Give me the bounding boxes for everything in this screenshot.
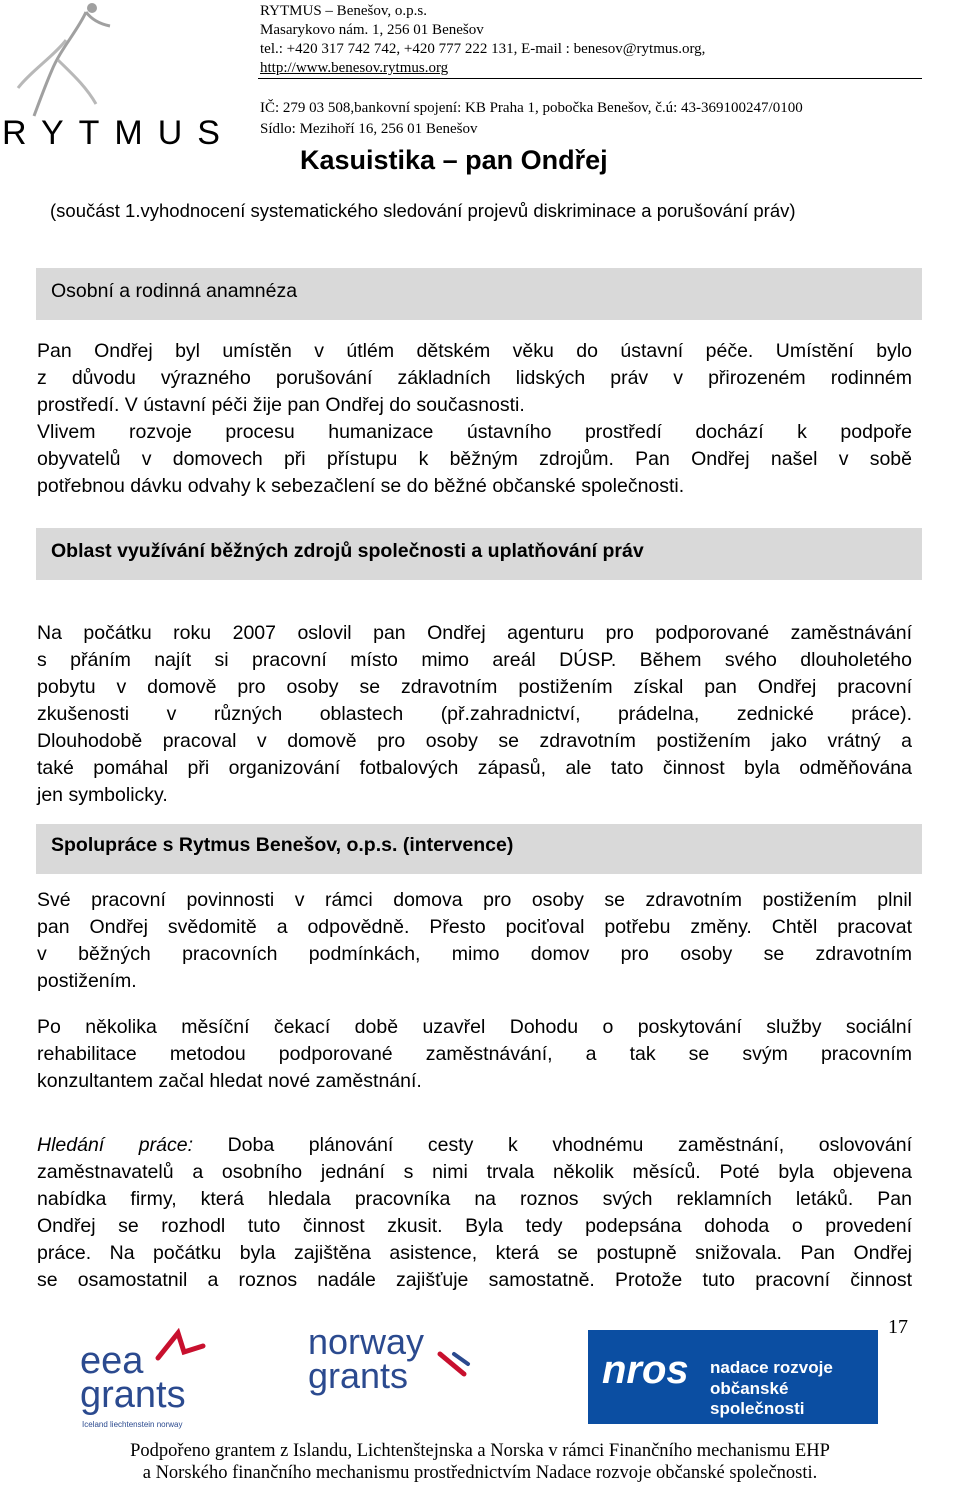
header-divider: [258, 78, 922, 79]
page-subtitle: (součást 1.vyhodnocení systematického sledování projevů diskriminace a porušování práv): [50, 200, 796, 221]
text-line: Vlivem rozvoje procesu humanizace ústavního prostředí dochází k podpoře: [37, 421, 912, 443]
text-line: Na počátku roku 2007 oslovil pan Ondřej agenturu pro podporované zaměstnávání: [37, 622, 912, 644]
section-heading-text: Oblast využívání běžných zdrojů společnosti a uplatňování práv: [51, 540, 644, 562]
text-line: také pomáhal při organizování fotbalových zápasů, ale tato činnost byla odměňována: [37, 757, 912, 779]
text-line: s přáním najít si pracovní místo mimo areál DÚSP. Během svého dlouholetého: [37, 649, 912, 671]
text-line: jen symbolicky.: [37, 784, 168, 806]
text-line: pan Ondřej svědomitě a odpovědně. Přesto pociťoval potřebu změny. Chtěl pracovat: [37, 916, 912, 938]
nros-mark: nros: [602, 1348, 689, 1392]
text-line: práce. Na počátku byla zajištěna asistence, která se postupně snižovala. Pan Ondřej: [37, 1242, 912, 1264]
section-heading-spoluprace: [36, 824, 922, 874]
nros-logo: [588, 1330, 878, 1424]
text-line: postižením.: [37, 970, 137, 992]
text-line: v běžných pracovních podmínkách, mimo domov pro osoby se zdravotním: [37, 943, 912, 965]
section-heading-zdroje: [36, 528, 922, 580]
text-line: prostředí. V ústavní péči žije pan Ondřej do současnosti.: [37, 394, 525, 416]
text-line: nabídka firmy, která hledala pracovníka na roznos svých reklamních letáků. Pan: [37, 1188, 912, 1210]
text-line: Ondřej se rozhodl tuto činnost zkusit. Byla tedy podepsána dohoda o provedení: [37, 1215, 912, 1237]
paragraph-hledani-prace: [37, 1132, 912, 1294]
section-heading-text: Osobní a rodinná anamnéza: [51, 280, 298, 302]
nros-line-1: nadace rozvoje: [710, 1358, 833, 1377]
norway-grants-logo: [306, 1320, 476, 1400]
eea-small-text: Iceland liechtenstein norway: [82, 1420, 183, 1429]
italic-lead: Hledání práce:: [37, 1134, 193, 1156]
org-seat: Sídlo: Mezihoří 16, 256 01 Benešov: [260, 121, 478, 137]
org-registration-block: [260, 98, 803, 140]
org-address: Masarykovo nám. 1, 256 01 Benešov: [260, 22, 484, 38]
org-website-link[interactable]: http://www.benesov.rytmus.org: [260, 60, 449, 76]
page-title: Kasuistika – pan Ondřej: [300, 145, 608, 175]
paragraph-anamneza: [37, 338, 912, 500]
norway-flag-mark-icon: [434, 1350, 474, 1380]
text-line: se osamostatnil a roznos nadále zajišťuje samostatně. Protože tuto pracovní činnost: [37, 1269, 912, 1291]
text-line: potřebnou dávku odvahy k sebezačlení se do běžné občanské společnosti.: [37, 475, 685, 497]
text-line: z důvodu výrazného porušování základních lidských práv v přirozeném rodinném: [37, 367, 912, 389]
dancer-figure-icon: [0, 0, 230, 120]
text-line: Pan Ondřej byl umístěn v útlém dětském věku do ústavní péče. Umístění bylo: [37, 340, 912, 362]
footer-funding-note: [0, 1440, 960, 1484]
footer-line-2: a Norského finančního mechanismu prostřednictvím Nadace rozvoje občanské společnosti.: [142, 1463, 818, 1483]
norway-text: norway: [308, 1321, 425, 1362]
eea-star-icon: [148, 1328, 208, 1368]
text-line: pobytu v domově pro osoby se zdravotním postižením získal pan Ondřej pracovní: [37, 676, 912, 698]
text-line: [37, 1132, 912, 1159]
paragraph-spoluprace-2: [37, 1014, 912, 1095]
section-heading-anamneza: [36, 268, 922, 320]
text-line: rehabilitace metodou podporované zaměstnávání, a tak se svým pracovním: [37, 1043, 912, 1065]
eea-text: eea: [80, 1340, 144, 1382]
logo-wordmark: RYTMUS: [2, 114, 235, 152]
nros-line-2: občanské společnosti: [710, 1379, 805, 1418]
eea-grants-logo: [78, 1328, 228, 1433]
text-line: Po několika měsíční čekací době uzavřel Dohodu o poskytování služby sociální: [37, 1016, 912, 1038]
text-line: konzultantem začal hledat nové zaměstnání.: [37, 1070, 422, 1092]
text-line: Své pracovní povinnosti v rámci domova pro osoby se zdravotním postižením plnil: [37, 889, 912, 911]
paragraph-spoluprace-1: [37, 887, 912, 995]
text-line: zkušenosti v různých oblastech (př.zahradnictví, prádelna, zednické práce).: [37, 703, 912, 725]
section-heading-text: Spolupráce s Rytmus Benešov, o.p.s. (intervence): [51, 834, 514, 856]
text-line: obyvatelů v domovech při přístupu k běžným zdrojům. Pan Ondřej našel v sobě: [37, 448, 912, 470]
text-line-rest: Doba plánování cesty k vhodnému zaměstnání, oslovování: [227, 1134, 913, 1156]
paragraph-zdroje: [37, 620, 912, 809]
org-ico-bank: IČ: 279 03 508,bankovní spojení: KB Praha 1, pobočka Benešov, č.ú: 43-369100247/0100: [260, 100, 803, 116]
org-name: RYTMUS – Benešov, o.p.s.: [260, 3, 427, 19]
footer-line-1: Podpořeno grantem z Islandu, Lichtenštejnska a Norska v rámci Finančního mechanismu EHP: [130, 1441, 830, 1461]
norway-grants-text: grants: [308, 1355, 409, 1396]
org-phone-email: tel.: +420 317 742 742, +420 777 222 131, E-mail : benesov@rytmus.org,: [260, 41, 706, 57]
org-contact-block: [260, 2, 705, 78]
page-number: 17: [888, 1316, 908, 1338]
eea-grants-text: grants: [80, 1374, 186, 1416]
text-line: zaměstnavatelů a osobního jednání s nimi trvala několik měsíců. Poté byla objevena: [37, 1161, 912, 1183]
text-line: Dlouhodobě pracoval v domově pro osoby se zdravotním postižením jako vrátný a: [37, 730, 912, 752]
rytmus-logo: [0, 0, 235, 160]
